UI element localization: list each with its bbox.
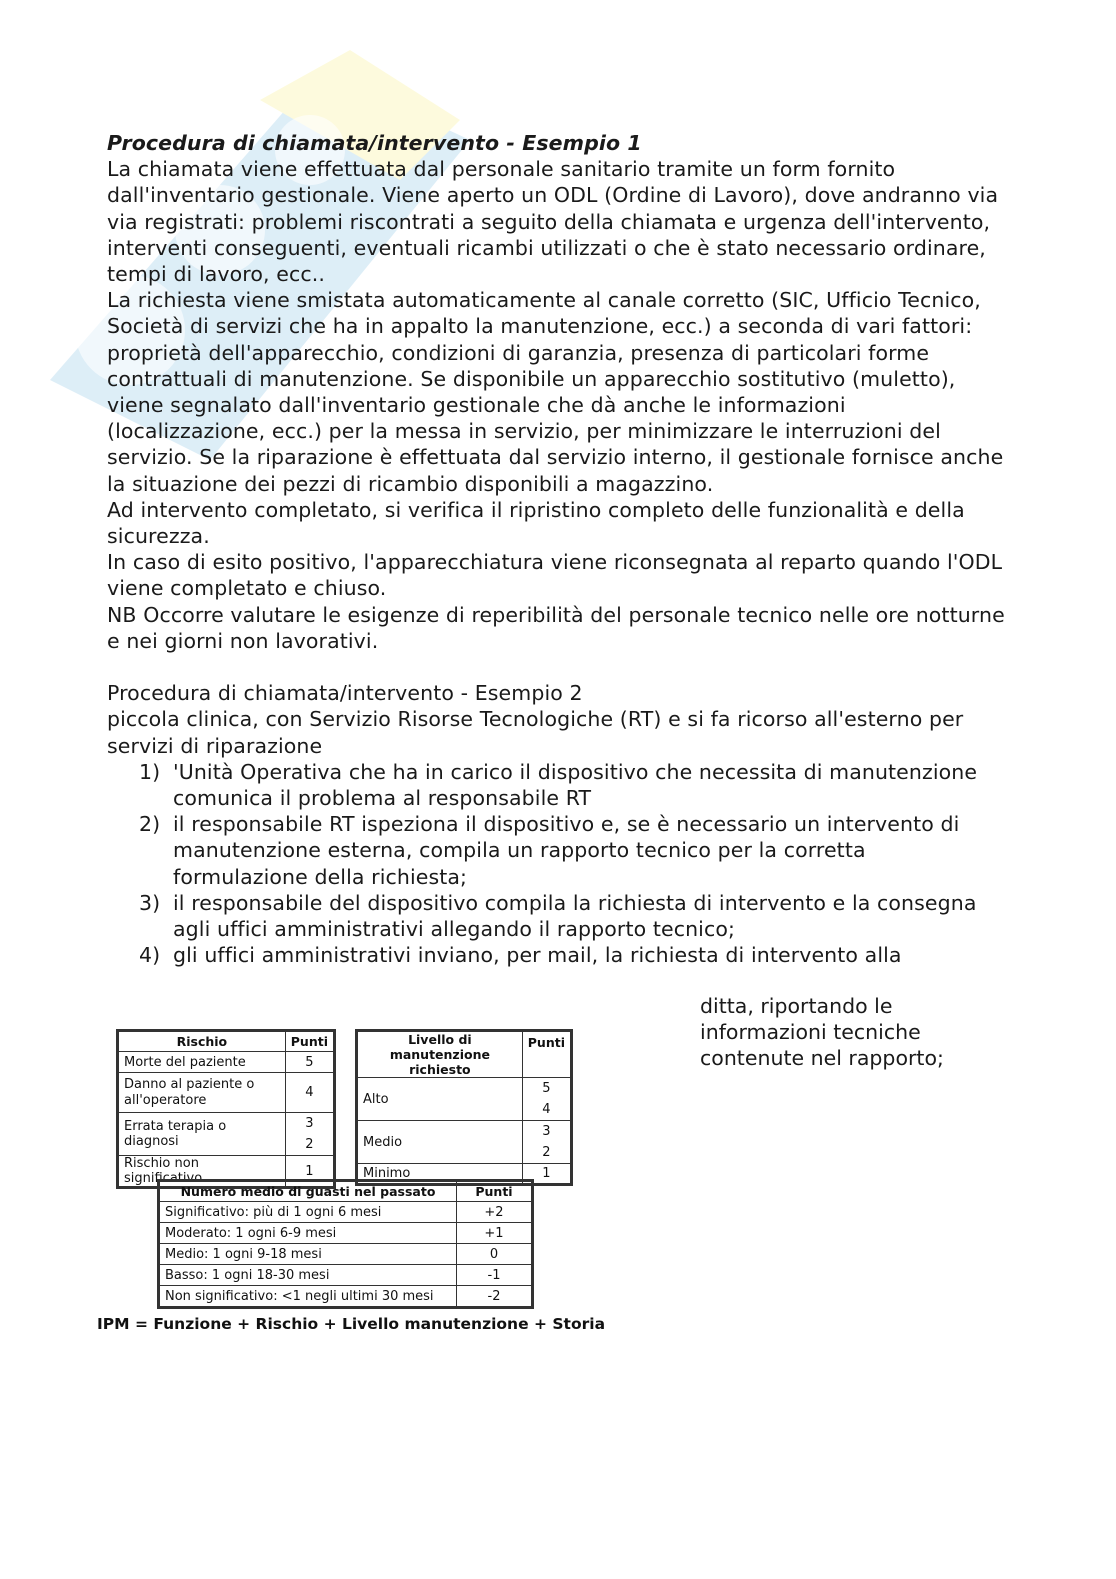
table-header: Punti bbox=[457, 1182, 532, 1202]
table-cell: Medio bbox=[358, 1121, 523, 1164]
table-cell: 3 2 bbox=[285, 1113, 333, 1156]
table-cell: Minimo bbox=[358, 1164, 523, 1184]
table-cell: Morte del paziente bbox=[119, 1052, 286, 1073]
table-cell: 3 2 bbox=[522, 1121, 570, 1164]
table-cell: +1 bbox=[457, 1223, 532, 1244]
table-cell: Moderato: 1 ogni 6-9 mesi bbox=[160, 1223, 457, 1244]
section1-heading: Procedura di chiamata/intervento - Esempio 1 bbox=[107, 131, 642, 155]
section2-heading: Procedura di chiamata/intervento - Esempio 2 bbox=[107, 681, 583, 706]
table-cell: 5 4 bbox=[522, 1078, 570, 1121]
section1-paragraph: In caso di esito positivo, l'apparecchiatura viene riconsegnata al reparto quando l'ODL viene completato e chiuso. bbox=[107, 550, 1003, 601]
table-cell: Medio: 1 ogni 9-18 mesi bbox=[160, 1244, 457, 1265]
list-item: 4) gli uffici amministrativi inviano, per mail, la richiesta di intervento alla bbox=[139, 943, 902, 968]
table-cell: 1 bbox=[285, 1156, 333, 1187]
rischio-table bbox=[118, 1031, 334, 1187]
table-cell: 1 bbox=[522, 1164, 570, 1184]
table-cell: -2 bbox=[457, 1286, 532, 1307]
document-body bbox=[107, 130, 1007, 968]
table-header: Livello di manutenzione richiesto bbox=[358, 1032, 523, 1078]
list-item: 3) il responsabile del dispositivo compila la richiesta di intervento e la consegna agli uffici amministrativi allegando il rapporto tecnico; bbox=[139, 890, 977, 942]
ipm-formula: IPM = Funzione + Rischio + Livello manutenzione + Storia bbox=[97, 1315, 606, 1333]
table-cell: 5 bbox=[285, 1052, 333, 1073]
table-cell: +2 bbox=[457, 1202, 532, 1223]
table-cell: Errata terapia o diagnosi bbox=[119, 1113, 286, 1156]
section1-paragraph: Ad intervento completato, si verifica il ripristino completo delle funzionalità e della sicurezza. bbox=[107, 497, 965, 549]
table-header: Rischio bbox=[119, 1032, 286, 1052]
section1-paragraph: NB Occorre valutare le esigenze di reperibilità del personale tecnico nelle ore notturne e nei giorni non lavorativi. bbox=[107, 602, 1005, 653]
step4-continuation: ditta, riportando le informazioni tecniche contenute nel rapporto; bbox=[700, 994, 944, 1071]
table-cell: 0 bbox=[457, 1244, 532, 1265]
table-header: Numero medio di guasti nel passato bbox=[160, 1182, 457, 1202]
table-header: Punti bbox=[285, 1032, 333, 1052]
section1-paragraph: La chiamata viene effettuata dal personale sanitario tramite un form fornito dall'inventario gestionale. Viene aperto un ODL (Ordine di Lavoro), dove andranno via via registrati: problemi riscontrati a seguito della chiamata e urgenza dell'intervento, interventi conseguenti, eventuali ricambi utilizzati o che è stato necessario ordinare, tempi di lavoro, ecc.. bbox=[107, 157, 999, 287]
table-cell: -1 bbox=[457, 1265, 532, 1286]
table-cell: Danno al paziente o all'operatore bbox=[119, 1073, 286, 1113]
section2-intro: piccola clinica, con Servizio Risorse Tecnologiche (RT) e si fa ricorso all'esterno per servizi di riparazione bbox=[107, 707, 964, 758]
table-cell: Alto bbox=[358, 1078, 523, 1121]
table-cell: 4 bbox=[285, 1073, 333, 1113]
table-cell: Rischio non significativo bbox=[119, 1156, 286, 1187]
list-item: 2) il responsabile RT ispeziona il dispositivo e, se è necessario un intervento di manutenzione esterna, compila un rapporto tecnico per la corretta formulazione della richiesta; bbox=[139, 812, 960, 889]
steps-list bbox=[107, 759, 1007, 969]
table-header: Punti bbox=[522, 1032, 570, 1078]
list-item: 1) 'Unità Operativa che ha in carico il dispositivo che necessita di manutenzione comunica il problema al responsabile RT bbox=[139, 759, 978, 811]
section1-paragraph: La richiesta viene smistata automaticamente al canale corretto (SIC, Ufficio Tecnico, Società di servizi che ha in appalto la manutenzione, ecc.) a seconda di vari fattori: proprietà dell'apparecchio, condizioni di garanzia, presenza di particolari forme contrattuali di manutenzione. Se disponibile un apparecchio sostitutivo (muletto), viene segnalato dall'inventario gestionale che dà anche le informazioni (localizzazione, ecc.) per la messa in servizio, per minimizzare le interruzioni del servizio. Se la riparazione è effettuata dal servizio interno, il gestionale fornisce anche la situazione dei pezzi di ricambio disponibili a magazzino. bbox=[107, 288, 1004, 496]
table-cell: Basso: 1 ogni 18-30 mesi bbox=[160, 1265, 457, 1286]
table-cell: Significativo: più di 1 ogni 6 mesi bbox=[160, 1202, 457, 1223]
table-cell: Non significativo: <1 negli ultimi 30 mesi bbox=[160, 1286, 457, 1307]
manutenzione-table bbox=[357, 1031, 571, 1184]
guasti-table bbox=[159, 1181, 532, 1307]
